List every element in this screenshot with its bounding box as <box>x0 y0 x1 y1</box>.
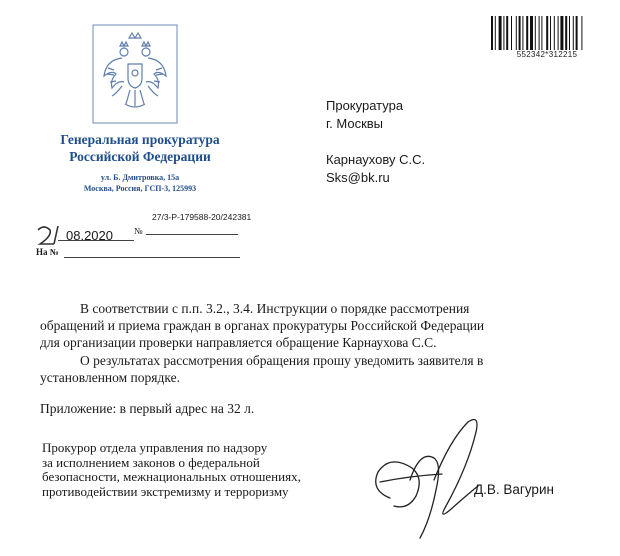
handwritten-signature <box>350 410 510 545</box>
body-p1-line1: В соответствии с п.п. 3.2., 3.4. Инструкции о порядке рассмотрения <box>80 301 470 316</box>
number-underline <box>146 234 238 235</box>
handwritten-day-mark <box>34 222 68 246</box>
barcode-icon <box>490 16 602 50</box>
reference-label: На № <box>36 247 59 257</box>
org-name-line1: Генеральная прокуратура <box>60 132 220 147</box>
handwritten-day-text: 21 <box>34 222 35 223</box>
org-address-line1: ул. Б. Дмитровка, 15а <box>100 173 180 182</box>
attachment-line: Приложение: в первый адрес на 32 л. <box>40 401 255 416</box>
double-headed-eagle-icon <box>92 24 178 124</box>
signer-title-line4: противодействии экстремизму и терроризму <box>42 483 289 499</box>
signer-name: Д.В. Вагурин <box>474 482 554 497</box>
signer-title-line2: за исполнением законов о федеральной <box>42 454 260 470</box>
body-p1-line2: обращений и приема граждан в органах прокуратуры Российской Федерации <box>40 318 485 333</box>
number-label: № <box>134 226 143 236</box>
registration-date: 08.2020 <box>66 228 113 243</box>
body-p1-line3: для организации проверки направляется обращение Карнаухова С.С. <box>40 335 437 350</box>
date-underline <box>58 240 134 241</box>
signer-title-line3: безопасности, межнациональных отношениях, <box>42 469 301 484</box>
body-p2-line2: установленном порядке. <box>40 370 180 385</box>
reference-underline <box>64 257 240 258</box>
recipient-line2: г. Москвы <box>326 116 384 131</box>
recipient-email: Sks@bk.ru <box>326 170 390 185</box>
registration-number: 27/3-Р-179588-20/242381 <box>152 212 252 222</box>
recipient-line1: Прокуратура <box>326 98 404 113</box>
barcode-number: 552342*312215 <box>516 50 578 59</box>
body-p2-line1: О результатах рассмотрения обращения прошу уведомить заявителя в <box>80 353 484 368</box>
recipient-line3: Карнаухову С.С. <box>326 152 426 167</box>
signer-title-line1: Прокурор отдела управления по надзору <box>42 440 268 455</box>
org-name-line2: Российской Федерации <box>69 149 211 164</box>
org-address-line2: Москва, Россия, ГСП-3, 125993 <box>83 184 197 193</box>
